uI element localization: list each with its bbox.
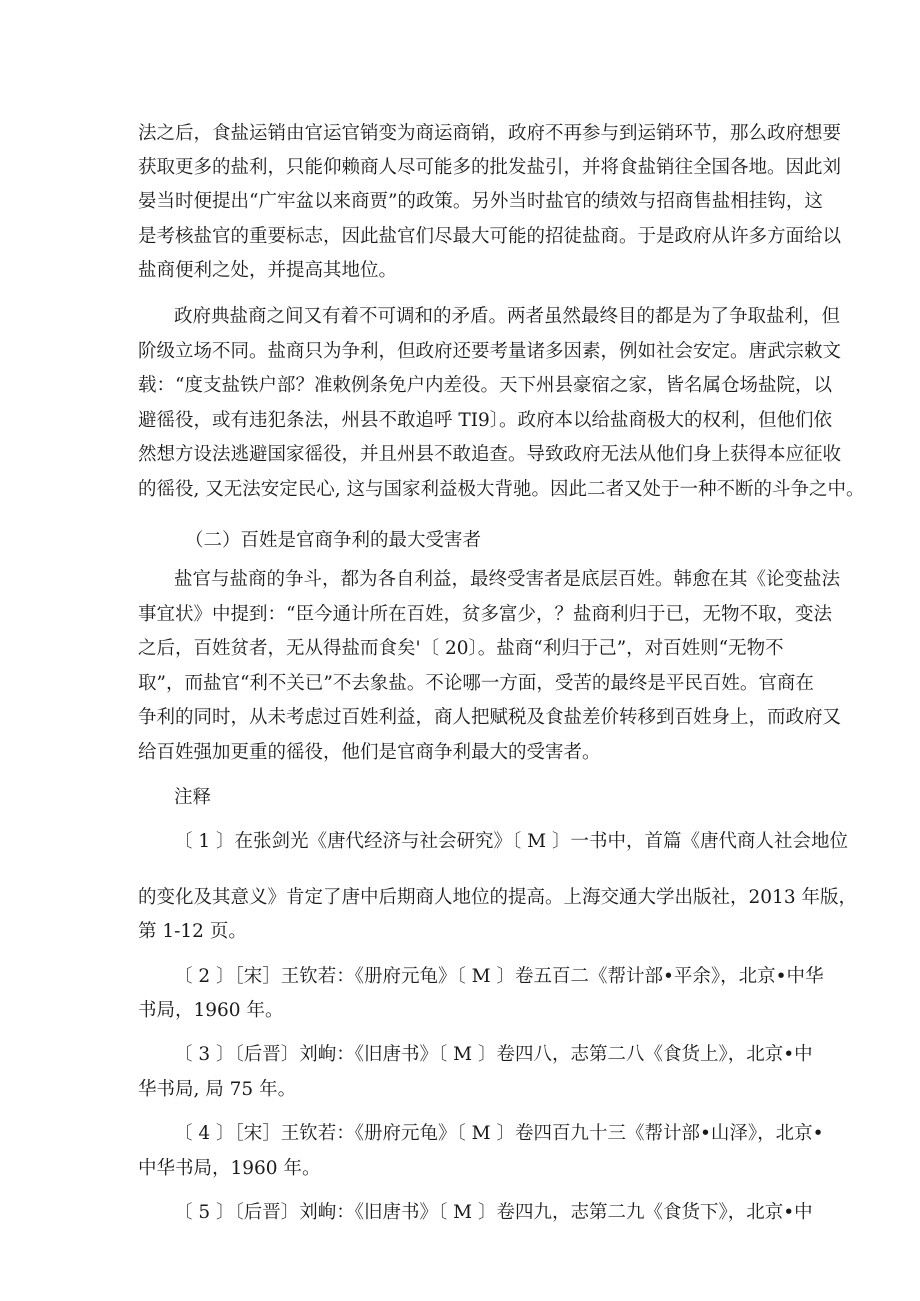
- footnote-line: 〔 3 〕〔后晋〕刘峋：《旧唐书》〔 M 〕卷四八，志第二八《食货上》，北京•中: [174, 1044, 813, 1065]
- footnote-line: 中华书局，1960 年。: [138, 1158, 321, 1179]
- paragraph-line: 晏当时便提出“广牢盆以来商贾”的政策。另外当时盐官的绩效与招商售盐相挂钩，这: [138, 191, 823, 212]
- paragraph-line: 是考核盐官的重要标志，因此盐官们尽最大可能的招徒盐商。于是政府从许多方面给以: [138, 226, 842, 247]
- paragraph-line: 的徭役, 又无法安定民心, 这与国家利益极大背驰。因此二者又处于一种不断的斗争之中。: [138, 479, 865, 500]
- footnote-line: 〔 4 〕［宋］王钦若：《册府元龟》〔 M 〕卷四百九十三《帮计部•山泽》，北京•: [174, 1123, 824, 1144]
- paragraph-line: 避徭役，或有违犯条法，州县不敢追呼 TI9〕。政府本以给盐商极大的权利，但他们依: [138, 410, 833, 431]
- paragraph-line: 然想方设法逃避国家徭役，并且州县不敢追查。导致政府无法从他们身上获得本应征收: [138, 444, 842, 465]
- paragraph-line: 给百姓强加更重的徭役，他们是官商争利最大的受害者。: [138, 742, 601, 763]
- paragraph-line: 事宜状》中提到：“臣今通计所在百姓，贫多富少，？盐商利归于已，无物不取，变法: [138, 604, 832, 625]
- paragraph-line: 法之后，食盐运销由官运官销变为商运商销，政府不再参与到运销环节，那么政府想要: [138, 123, 842, 144]
- footnote-line: 的变化及其意义》肯定了唐中后期商人地位的提高。上海交通大学出版社，2013 年版，: [138, 887, 857, 908]
- paragraph-line: 盐商便利之处，并提高其地位。: [138, 260, 398, 281]
- paragraph-line: 获取更多的盐利，只能仰赖商人尽可能多的批发盐引，并将食盐销往全国各地。因此刘: [138, 157, 842, 178]
- footnote-line: 华书局, 局 75 年。: [138, 1079, 297, 1100]
- paragraph-line: 盐官与盐商的争斗，都为各自利益，最终受害者是底层百姓。韩愈在其《论变盐法: [174, 569, 841, 590]
- paragraph-line: 载：“度支盐铁户部？准敕例条免户内差役。天下州县豪宿之家，皆名属仓场盐院，以: [138, 375, 832, 396]
- section-heading: （二）百姓是官商争利的最大受害者: [185, 530, 482, 551]
- footnote-line: 〔 1 〕在张剑光《唐代经济与社会研究》〔 M 〕一书中，首篇《唐代商人社会地位: [174, 831, 848, 852]
- paragraph-line: 争利的同时，从未考虑过百姓利益，商人把赋税及食盐差价转移到百姓身上，而政府又: [138, 707, 842, 728]
- footnote-line: 第 1-12 页。: [138, 921, 247, 942]
- paragraph-line: 阶级立场不同。盐商只为争利，但政府还要考量诸多因素，例如社会安定。唐武宗敕文: [138, 341, 842, 362]
- paragraph-line: 政府典盐商之间又有着不可调和的矛盾。两者虽然最终目的都是为了争取盐利，但: [174, 306, 841, 327]
- footnote-line: 书局，1960 年。: [138, 1000, 284, 1021]
- footnote-line: 〔 2 〕［宋］王钦若：《册府元龟》〔 M 〕卷五百二《帮计部•平余》，北京•中华: [174, 966, 824, 987]
- notes-heading: 注释: [174, 787, 212, 808]
- footnote-line: 〔 5 〕〔后晋〕刘峋：《旧唐书》〔 M 〕卷四九，志第二九《食货下》，北京•中: [174, 1202, 813, 1223]
- paragraph-line: 之后，百姓贫者，无从得盐而食矣'〔 20〕。盐商“利归于己”，对百姓则“无物不: [138, 638, 784, 659]
- paragraph-line: 取”，而盐官“利不关已”不去象盐。不论哪一方面，受苦的最终是平民百姓。官商在: [138, 673, 814, 694]
